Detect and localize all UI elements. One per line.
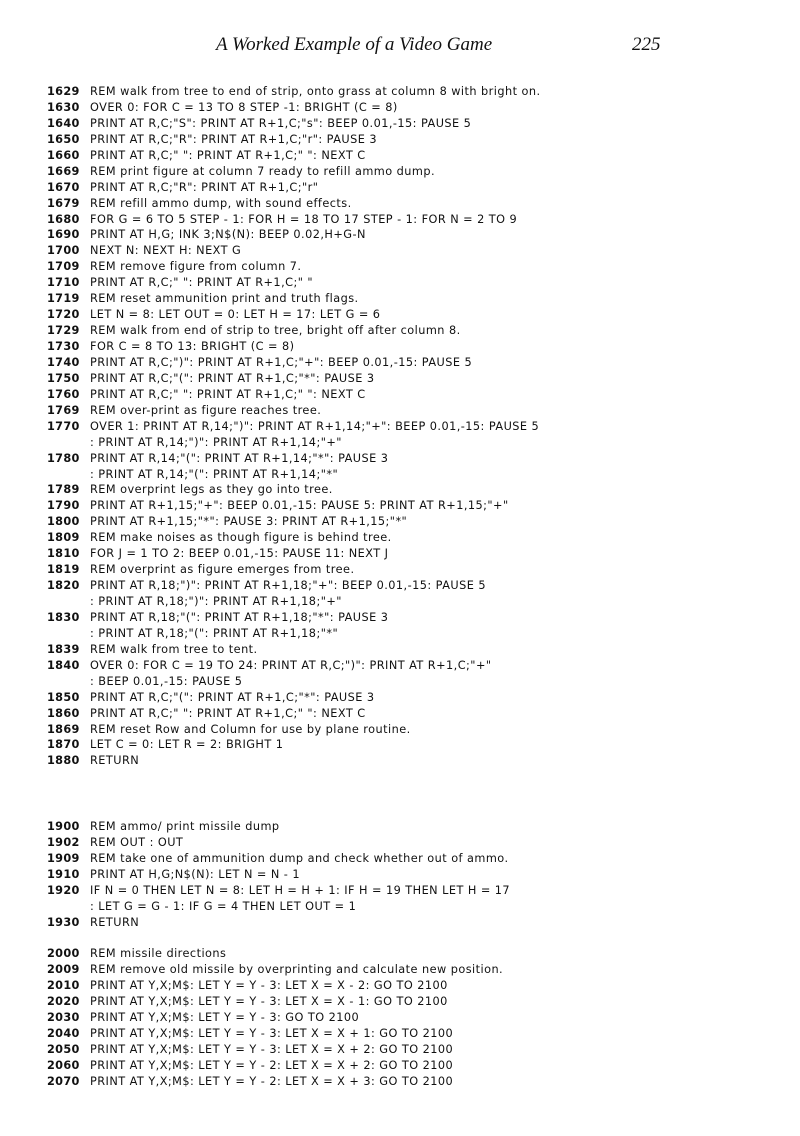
code-statement: PRINT AT R,C;" ": PRINT AT R+1,C;" ": [90, 276, 314, 290]
line-number: 1869: [47, 722, 80, 736]
code-statement: FOR G = 6 TO 5 STEP - 1: FOR H = 18 TO 17 STEP - 1: FOR N = 2 TO 9: [90, 212, 518, 226]
code-statement: PRINT AT Y,X;M$: LET Y = Y - 2: LET X = X + 3: GO TO 2100: [90, 1074, 454, 1088]
code-statement: PRINT AT R,C;"(": PRINT AT R+1,C;"*": PAUSE 3: [90, 371, 375, 385]
code-line: [0, 867, 800, 883]
code-statement: : PRINT AT R,18;"(": PRINT AT R+1,18;"*": [90, 626, 339, 640]
code-statement: : PRINT AT R,14;")": PRINT AT R+1,14;"+": [90, 435, 342, 449]
code-line: [0, 323, 800, 339]
line-number: 1880: [47, 754, 80, 768]
page-number: 225: [632, 34, 661, 55]
code-statement: : PRINT AT R,14;"(": PRINT AT R+1,14;"*": [90, 467, 339, 481]
code-statement: REM take one of ammunition dump and check whether out of ammo.: [90, 851, 509, 865]
code-statement: PRINT AT R,C;" ": PRINT AT R+1,C;" ": NEXT C: [90, 706, 366, 720]
line-number: 1640: [47, 116, 80, 130]
code-statement: REM over-print as figure reaches tree.: [90, 403, 322, 417]
line-number: 1720: [47, 308, 80, 322]
line-number: 1910: [47, 867, 80, 881]
line-number: 1909: [47, 851, 80, 865]
code-statement: PRINT AT R,18;")": PRINT AT R+1,18;"+": BEEP 0.01,-15: PAUSE 5: [90, 579, 486, 593]
code-statement: REM make noises as though figure is behind tree.: [90, 531, 392, 545]
code-line: [0, 722, 800, 738]
code-line: [0, 737, 800, 753]
line-number: 1830: [47, 610, 80, 624]
code-line: [0, 1074, 800, 1090]
code-line: [0, 851, 800, 867]
code-line: [0, 610, 800, 626]
code-statement: PRINT AT Y,X;M$: LET Y = Y - 2: LET X = X + 2: GO TO 2100: [90, 1058, 454, 1072]
code-line: [0, 530, 800, 546]
code-statement: REM overprint as figure emerges from tree.: [90, 563, 355, 577]
line-number: 2030: [47, 1010, 80, 1024]
code-statement: REM ammo/ print missile dump: [90, 820, 280, 833]
code-line: [0, 339, 800, 355]
code-statement: RETURN: [90, 754, 140, 768]
code-line: [0, 467, 800, 483]
line-number: 1840: [47, 658, 80, 672]
line-number: 1670: [47, 180, 80, 194]
code-statement: LET C = 0: LET R = 2: BRIGHT 1: [90, 738, 284, 752]
code-statement: NEXT N: NEXT H: NEXT G: [90, 244, 242, 258]
code-line: [0, 259, 800, 275]
code-statement: REM remove old missile by overprinting and calculate new position.: [90, 962, 504, 976]
line-number: 1789: [47, 483, 80, 497]
line-number: 1780: [47, 451, 80, 465]
line-number: 1680: [47, 212, 80, 226]
code-listing-block-1: [0, 84, 800, 769]
code-line: [0, 962, 800, 978]
line-number: 2050: [47, 1042, 80, 1056]
code-statement: REM walk from end of strip to tree, bright off after column 8.: [90, 324, 461, 338]
line-number: 1860: [47, 706, 80, 720]
code-statement: PRINT AT R,C;"(": PRINT AT R+1,C;"*": PAUSE 3: [90, 690, 375, 704]
line-number: 1679: [47, 196, 80, 210]
line-number: 1719: [47, 292, 80, 306]
line-number: 1650: [47, 132, 80, 146]
code-statement: LET N = 8: LET OUT = 0: LET H = 17: LET G = 6: [90, 308, 381, 322]
code-statement: PRINT AT R,C;")": PRINT AT R+1,C;"+": BEEP 0.01,-15: PAUSE 5: [90, 355, 473, 369]
line-number: 1729: [47, 324, 80, 338]
line-number: 1709: [47, 260, 80, 274]
line-number: 1839: [47, 642, 80, 656]
code-statement: REM OUT : OUT: [90, 835, 184, 849]
code-statement: PRINT AT R,C;" ": PRINT AT R+1,C;" ": NEXT C: [90, 148, 366, 162]
code-listing-block-2: [0, 819, 800, 931]
running-title: A Worked Example of a Video Game: [216, 34, 493, 55]
code-line: [0, 819, 800, 835]
code-statement: REM walk from tree to end of strip, onto grass at column 8 with bright on.: [90, 85, 541, 98]
code-line: [0, 403, 800, 419]
code-line: [0, 514, 800, 530]
code-statement: PRINT AT Y,X;M$: LET Y = Y - 3: GO TO 2100: [90, 1010, 360, 1024]
code-line: [0, 915, 800, 931]
line-number: 1870: [47, 738, 80, 752]
code-line: [0, 435, 800, 451]
code-statement: PRINT AT R,C;"R": PRINT AT R+1,C;"r": PAUSE 3: [90, 132, 377, 146]
code-statement: REM reset Row and Column for use by plane routine.: [90, 722, 411, 736]
code-line: [0, 626, 800, 642]
code-statement: PRINT AT H,G;N$(N): LET N = N - 1: [90, 867, 300, 881]
code-statement: : LET G = G - 1: IF G = 4 THEN LET OUT = 1: [90, 899, 357, 913]
code-line: [0, 84, 800, 100]
code-statement: OVER 1: PRINT AT R,14;")": PRINT AT R+1,14;"+": BEEP 0.01,-15: PAUSE 5: [90, 419, 540, 433]
code-line: [0, 946, 800, 962]
line-number: 1669: [47, 164, 80, 178]
code-line: [0, 753, 800, 769]
code-line: [0, 100, 800, 116]
code-line: [0, 371, 800, 387]
code-statement: PRINT AT R+1,15;"+": BEEP 0.01,-15: PAUSE 5: PRINT AT R+1,15;"+": [90, 499, 509, 513]
code-line: [0, 132, 800, 148]
code-statement: PRINT AT H,G; INK 3;N$(N): BEEP 0.02,H+G-N: [90, 228, 366, 242]
code-line: [0, 307, 800, 323]
code-line: [0, 291, 800, 307]
line-number: 2010: [47, 978, 80, 992]
code-statement: : BEEP 0.01,-15: PAUSE 5: [90, 674, 243, 688]
code-line: [0, 148, 800, 164]
line-number: 1810: [47, 547, 80, 561]
code-line: [0, 642, 800, 658]
line-number: 1920: [47, 883, 80, 897]
line-number: 1769: [47, 403, 80, 417]
line-number: 2060: [47, 1058, 80, 1072]
code-statement: FOR C = 8 TO 13: BRIGHT (C = 8): [90, 340, 295, 353]
line-number: 2040: [47, 1026, 80, 1040]
code-line: [0, 899, 800, 915]
code-statement: REM missile directions: [90, 947, 227, 960]
code-statement: REM print figure at column 7 ready to refill ammo dump.: [90, 164, 436, 178]
code-statement: PRINT AT Y,X;M$: LET Y = Y - 3: LET X = X + 2: GO TO 2100: [90, 1042, 454, 1056]
code-statement: : PRINT AT R,18;")": PRINT AT R+1,18;"+": [90, 595, 342, 608]
line-number: 1850: [47, 690, 80, 704]
code-line: [0, 275, 800, 291]
code-line: [0, 690, 800, 706]
code-line: [0, 355, 800, 371]
line-number: 1740: [47, 355, 80, 369]
code-statement: PRINT AT R,14;"(": PRINT AT R+1,14;"*": PAUSE 3: [90, 451, 389, 465]
line-number: 1690: [47, 228, 80, 242]
code-statement: PRINT AT R+1,15;"*": PAUSE 3: PRINT AT R+1,15;"*": [90, 515, 408, 529]
line-number: 1930: [47, 915, 80, 929]
line-number: 1900: [47, 820, 80, 833]
line-number: 2020: [47, 994, 80, 1008]
line-number: 1760: [47, 387, 80, 401]
code-statement: PRINT AT Y,X;M$: LET Y = Y - 3: LET X = X - 2: GO TO 2100: [90, 978, 448, 992]
code-line: [0, 994, 800, 1010]
code-statement: OVER 0: FOR C = 19 TO 24: PRINT AT R,C;")": PRINT AT R+1,C;"+": [90, 658, 492, 672]
code-line: [0, 451, 800, 467]
code-statement: REM overprint legs as they go into tree.: [90, 483, 333, 497]
line-number: 1629: [47, 85, 80, 98]
line-number: 1730: [47, 340, 80, 353]
code-statement: PRINT AT R,C;"R": PRINT AT R+1,C;"r": [90, 180, 319, 194]
code-line: [0, 116, 800, 132]
line-number: 1902: [47, 835, 80, 849]
code-line: [0, 1026, 800, 1042]
code-line: [0, 164, 800, 180]
code-line: [0, 387, 800, 403]
code-line: [0, 482, 800, 498]
code-statement: FOR J = 1 TO 2: BEEP 0.01,-15: PAUSE 11: NEXT J: [90, 547, 389, 561]
code-statement: OVER 0: FOR C = 13 TO 8 STEP -1: BRIGHT (C = 8): [90, 100, 398, 114]
code-line: [0, 578, 800, 594]
code-listing-block-3: [0, 946, 800, 1089]
code-statement: REM remove figure from column 7.: [90, 260, 302, 274]
code-line: [0, 1010, 800, 1026]
code-line: [0, 835, 800, 851]
code-line: [0, 1058, 800, 1074]
line-number: 1819: [47, 563, 80, 577]
line-number: 1750: [47, 371, 80, 385]
code-statement: PRINT AT R,C;" ": PRINT AT R+1,C;" ": NEXT C: [90, 387, 366, 401]
line-number: 2070: [47, 1074, 80, 1088]
code-line: [0, 180, 800, 196]
code-statement: REM reset ammunition print and truth flags.: [90, 292, 359, 306]
code-statement: IF N = 0 THEN LET N = 8: LET H = H + 1: IF H = 19 THEN LET H = 17: [90, 883, 511, 897]
code-statement: PRINT AT R,C;"S": PRINT AT R+1,C;"s": BEEP 0.01,-15: PAUSE 5: [90, 116, 472, 130]
line-number: 2009: [47, 962, 80, 976]
code-line: [0, 419, 800, 435]
code-statement: PRINT AT Y,X;M$: LET Y = Y - 3: LET X = X + 1: GO TO 2100: [90, 1026, 454, 1040]
code-line: [0, 706, 800, 722]
code-statement: PRINT AT Y,X;M$: LET Y = Y - 3: LET X = X - 1: GO TO 2100: [90, 994, 448, 1008]
line-number: 1770: [47, 419, 80, 433]
code-statement: REM walk from tree to tent.: [90, 642, 258, 656]
page-header: [0, 34, 800, 60]
line-number: 1630: [47, 100, 80, 114]
code-line: [0, 546, 800, 562]
line-number: 1820: [47, 579, 80, 593]
line-number: 1790: [47, 499, 80, 513]
code-line: [0, 243, 800, 259]
code-line: [0, 562, 800, 578]
code-statement: REM refill ammo dump, with sound effects.: [90, 196, 352, 210]
code-line: [0, 1042, 800, 1058]
line-number: 1700: [47, 244, 80, 258]
code-line: [0, 212, 800, 228]
code-line: [0, 227, 800, 243]
code-line: [0, 674, 800, 690]
line-number: 1660: [47, 148, 80, 162]
code-line: [0, 883, 800, 899]
line-number: 1710: [47, 276, 80, 290]
code-line: [0, 196, 800, 212]
code-line: [0, 594, 800, 610]
line-number: 1809: [47, 531, 80, 545]
line-number: 2000: [47, 947, 80, 960]
code-line: [0, 658, 800, 674]
code-line: [0, 498, 800, 514]
code-statement: RETURN: [90, 915, 140, 929]
code-statement: PRINT AT R,18;"(": PRINT AT R+1,18;"*": PAUSE 3: [90, 610, 389, 624]
code-line: [0, 978, 800, 994]
line-number: 1800: [47, 515, 80, 529]
